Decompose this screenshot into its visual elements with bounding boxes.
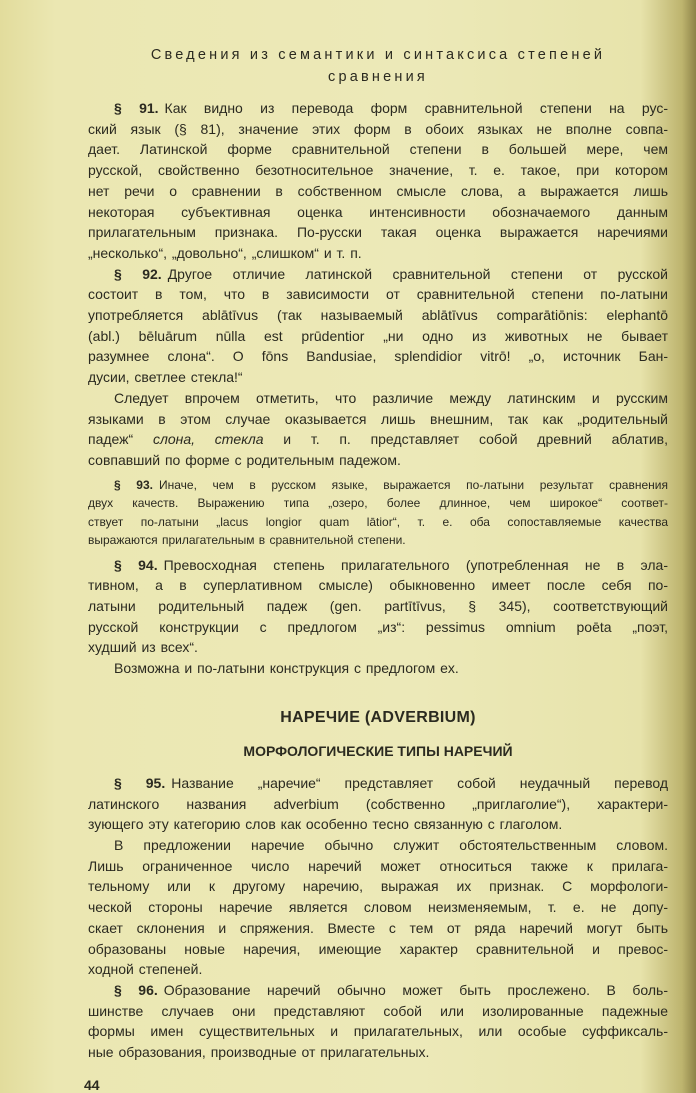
section-number: § 91. [114,100,159,116]
line-text: зующего эту категорию слов как особенно тесно связанную с глаголом. [88,816,563,833]
text-line [88,139,668,160]
text-line [88,264,668,285]
text-line [88,897,668,918]
line-text: двух качеств. Выражению типа „озеро, более длинное, чем широкое“ соответ- [88,496,668,511]
text-line [88,575,668,596]
text-line [88,835,668,856]
text-line [88,596,668,617]
text-line [88,513,668,532]
paragraphs-95-96 [88,773,668,1063]
line-text: скает склонения и спряжения. Вместе с тем от ряда наречий могут быть [88,919,668,936]
page-number: 44 [84,1076,100,1093]
text-line [88,814,668,835]
section-number: § 95. [114,774,166,791]
paragraph-94 [88,555,668,659]
italic-text: слона, стекла [152,431,264,448]
section-number: § 92. [114,265,162,282]
text-line [88,876,668,897]
text-line [88,119,668,140]
line-text: Следует впрочем отметить, что различие между латинским и русским [114,389,668,406]
line-text: дусии, светлее стекла!“ [88,369,243,386]
line-text: тивном, а в суперлативном смысле) обыкновенно имеет после себя по- [88,577,668,594]
section-title [88,44,668,88]
line-text: употребляется ablātīvus (так называемый ablātīvus comparātiōnis: elephantō [88,307,668,324]
line-text: образованы новые наречия, имеющие характер сравнительной и превос- [88,940,668,957]
paragraph-95 [88,773,668,835]
line-text: В предложении наречие обычно служит обстоятельственным словом. [114,836,668,853]
line-text: языками в этом случае оказывается лишь внешним, так как „родительный [88,410,668,427]
text-line [88,388,668,409]
line-text: ческой стороны наречие является словом неизменяемым, т. е. не допу- [88,899,668,916]
line-text: дает. Латинской форме сравнительной степени в большей мере, чем [88,141,668,158]
text-segment: и т. п. представляет собой древний аблатив, [263,431,668,448]
line-text: ные образования, производные от прилагательных. [88,1044,430,1061]
line-text: тельному или к другому наречию, выражая их признак. С морфологи- [88,878,668,895]
line-text: „несколько“, „довольно“, „слишком“ и т. п. [88,244,362,261]
text-line [88,367,668,388]
section-number: § 96. [114,981,158,998]
line-text: Образование наречий обычно может быть прослежено. В боль- [163,981,668,998]
text-line [88,409,668,430]
text-line [88,476,668,495]
chapter-heading: НАРЕЧИЕ (ADVERBIUM) [280,708,476,726]
text-line [88,494,668,513]
paragraph [88,658,668,679]
text-line [88,284,668,305]
line-text: некоторая субъективная оценка интенсивности обозначаемого данным [88,203,668,220]
book-page [84,44,669,1093]
text-line [88,181,668,202]
subsection-heading: МОРФОЛОГИЧЕСКИЕ ТИПЫ НАРЕЧИЙ [243,742,513,759]
line-text: (abl.) bēluārum nūlla est prūdentior „ни одно из животных не бывает [88,327,668,344]
text-line [88,326,668,347]
text-segment: падеж“ [88,431,153,448]
line-text: формы имен существительных и прилагательных, или особые суффиксаль- [88,1023,668,1040]
line-text: ский язык (§ 81), значение этих форм в обоих языках не вполне совпа- [88,120,668,137]
line-text: шинстве случаев они представляют собой или изолированные падежные [88,1002,668,1019]
line-text: ствует по-латыни „lacus longior quam lātior“, т. е. оба сопоставляемые качества [88,514,668,529]
text-line [88,856,668,877]
text-line [88,98,668,119]
line-text: Превосходная степень прилагательного (употребленная не в эла- [163,556,669,573]
text-line [88,959,668,980]
text-line [88,980,668,1001]
paragraph-93 [88,476,668,550]
text-line [88,429,668,450]
text-line [88,939,668,960]
line-text: латыни родительный падеж (gen. partītīvus, § 345), соответствующий [88,598,668,615]
paragraphs-94 [88,555,668,679]
section-title-line: сравнения [328,69,428,85]
line-text: Иначе, чем в русском языке, выражается по-латыни результат сравнения [158,477,668,492]
text-line [88,773,668,794]
line-text: выражаются прилагательным в сравнительной степени. [88,533,406,548]
text-line [88,243,668,264]
line-text: латинского названия adverbium (собственно „приглаголие“), характери- [88,795,668,812]
text-line [88,637,668,658]
paragraph [88,835,668,980]
paragraphs-91-92 [88,98,668,471]
text-line [88,794,668,815]
text-line [88,160,668,181]
text-line [88,1042,668,1063]
text-line [88,305,668,326]
line-text: Как видно из перевода форм сравнительной степени на рус- [164,100,668,116]
line-text: прилагательным признака. По-русски такая оценка выражается наречиями [88,224,668,241]
paragraph-93-small-print [88,476,668,550]
text-line [88,222,668,243]
text-line [88,918,668,939]
text-line [88,555,668,576]
text-line [88,658,668,679]
line-text: русской, свойственно безотносительное значение, т. е. такое, при котором [88,162,668,179]
line-text: ходной степеней. [88,961,203,978]
paragraph-96 [88,980,668,1063]
section-number: § 94. [114,556,158,573]
line-text: Возможна и по-латыни конструкция с предлогом ex. [114,660,459,677]
line-text: совпавший по форме с родительным падежом. [88,451,401,468]
line-text: Другое отличие латинской сравнительной степени от русской [167,265,668,282]
text-line [88,531,668,550]
paragraph [88,388,668,471]
section-title-line: Сведения из семантики и синтаксиса степеней [150,47,606,63]
line-text: Название „наречие“ представляет собой неудачный перевод [171,774,668,791]
text-line [88,202,668,223]
line-text: худший из всех“. [88,639,198,656]
text-line [88,1001,668,1022]
section-number: § 93. [114,477,153,492]
paragraph-92 [88,264,668,388]
text-line [88,346,668,367]
paragraph-91 [88,98,668,264]
text-line [88,450,668,471]
text-line [88,1021,668,1042]
line-text: русской конструкции с предлогом „из“: pessimus omnium poēta „поэт, [88,618,668,635]
line-text: нет речи о сравнении в собственном смысле слова, а выражается лишь [88,182,668,199]
line-text: Лишь ограниченное число наречий может относиться также к прилага- [88,857,668,874]
line-text: состоит в том, что в зависимости от сравнительной степени по-латыни [88,286,668,303]
line-text: разумнее слона“. O fōns Bandusiae, splendidior vitrō! „о, источник Бан- [88,348,668,365]
text-line [88,617,668,638]
